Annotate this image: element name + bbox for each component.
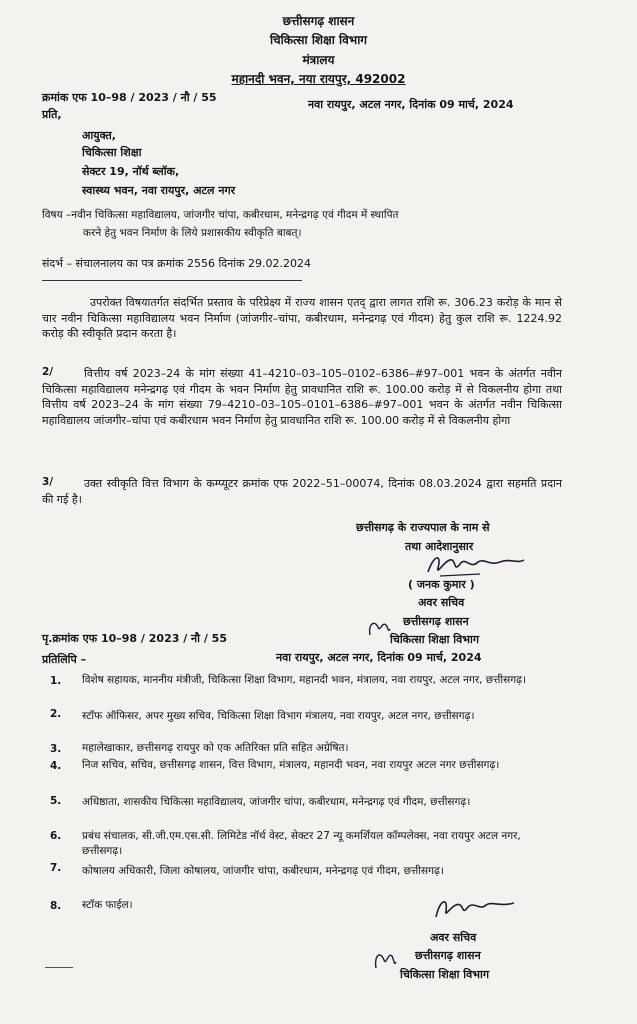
copy-item-number: 2. <box>50 708 62 720</box>
by-order-line1: छत्तीसगढ़ के राज्यपाल के नाम से <box>356 521 490 534</box>
addressee-line3: सेक्टर 19, नॉर्थ ब्लॉक, <box>82 165 180 178</box>
bottom-mark <box>45 967 73 968</box>
signatory-2-designation: अवर सचिव <box>430 931 477 944</box>
copy-item-text: स्टॉक फाईल। <box>82 899 133 911</box>
signatory-name: ( जनक कुमार ) <box>408 578 475 591</box>
signatory-govt: छत्तीसगढ़ शासन <box>403 615 469 628</box>
subject-line2: करने हेतु भवन निर्माण के लिये प्रशासकीय स्वीकृति बाबत्। <box>83 227 302 239</box>
copy-item-text: स्टॉफ ऑफिसर, अपर मुख्य सचिव, चिकित्सा शिक्षा विभाग मंत्रालय, नवा रायपुर, अटल नगर, छत्तीसगढ़। <box>82 710 475 722</box>
signatory-designation: अवर सचिव <box>418 596 465 609</box>
subject-line1: विषय –नवीन चिकित्सा महाविद्यालय, जांजगीर चांपा, कबीरधाम, मनेन्द्रगढ़ एवं गीदम में स्थापित <box>42 209 399 221</box>
signatory-2-govt: छत्तीसगढ़ शासन <box>415 949 481 962</box>
reference-underline <box>42 280 302 281</box>
paragraph-2: वित्तीय वर्ष 2023–24 के मांग संख्या 41–4210–03–105–0102–6386–#97–001 भवन के अंतर्गत नवीन चिकित्सा महाविद्यालय मनेन्द्रगढ़ एवं गीदम के भवन निर्माण हेतु प्रावधानित राशि रू. 100.00 करोड़ में से विकलनीय होगा तथा वित्तीय वर्ष 2023–24 के मांग संख्या 79–4210–03–105–0101–6386–#97–001 भवन के अंतर्गत नवीन चिकित्सा महाविद्यालय जांजगीर–चांपा एवं कबीरधाम भवन निर्माण हेतु प्रावधानित राशि रू. 100.00 करोड़ में से विकलनीय होगा <box>42 367 562 427</box>
header-dept: चिकित्सा शिक्षा विभाग <box>269 33 368 47</box>
header-address: महानदी भवन, नया रायपुर, 492002 <box>231 72 406 86</box>
initials-2 <box>372 948 398 972</box>
reference-line: संदर्भ – संचालनालय का पत्र क्रमांक 2556 दिनांक 29.02.2024 <box>42 257 312 270</box>
signature-1 <box>420 550 530 580</box>
paragraph-3-number: 3/ <box>42 476 54 488</box>
copy-item-text: महालेखाकार, छत्तीसगढ़ रायपुर को एक अतिरिक्त प्रति सहित अग्रेषित। <box>82 742 349 754</box>
copy-to-label: प्रतिलिपि – <box>42 653 87 666</box>
header-govt: छत्तीसगढ़ शासन <box>282 14 355 28</box>
endorsement-date: नवा रायपुर, अटल नगर, दिनांक 09 मार्च, 2024 <box>276 651 482 664</box>
endorsement-number: पृ.क्रमांक एफ 10–98 / 2023 / नौ / 55 <box>42 632 227 645</box>
signature-2 <box>430 893 520 923</box>
initials-1 <box>366 617 392 639</box>
addressee-line1: आयुक्त, <box>82 129 116 142</box>
copy-item-text: प्रबंध संचालक, सी.जी.एम.एस.सी. लिमिटेड नॉर्थ वेस्ट, सेक्टर 27 न्यू कमर्शियल कॉम्पलेक्स, नवा रायपुर अटल नगर, छत्तीसगढ़। <box>82 830 521 857</box>
by-order-line2: तथा आदेशानुसार <box>405 540 474 553</box>
copy-item-text: अधिष्ठाता, शासकीय चिकित्सा महाविद्यालय, जांजगीर चांपा, कबीरधाम, मनेन्द्रगढ़ एवं गीदम, छत्तीसगढ़। <box>82 796 471 808</box>
prati-label: प्रति, <box>42 108 62 121</box>
copy-item-number: 6. <box>50 830 62 842</box>
copy-item-number: 7. <box>50 862 62 874</box>
copy-item-text: विशेष सहायक, माननीय मंत्रीजी, चिकित्सा शिक्षा विभाग, महानदी भवन, मंत्रालय, नवा रायपुर, अटल नगर, छत्तीसगढ़। <box>82 674 527 686</box>
order-date: नवा रायपुर, अटल नगर, दिनांक 09 मार्च, 2024 <box>308 98 514 111</box>
copy-item-number: 4. <box>50 760 62 772</box>
copy-item-number: 1. <box>50 675 62 687</box>
paragraph-1: उपरोक्त विषयातर्गत संदर्भित प्रस्ताव के परिप्रेक्ष्य में राज्य शासन एतद् द्वारा लागत राशि रू. 306.23 करोड़ के मान से चार नवीन चिकित्सा महाविद्यालय भवन निर्माण (जांजगीर–चांपा, कबीरधाम, मनेन्द्रगढ़ एवं गीदम) हेतु कुल राशि रू. 1224.92 करोड़ की स्वीकृति प्रदान करता है। <box>42 296 562 340</box>
copy-item-text: कोषालय अधिकारी, जिला कोषालय, जांजगीर चांपा, कबीरधाम, मनेन्द्रगढ़ एवं गीदम, छत्तीसगढ़। <box>82 865 444 877</box>
order-number: क्रमांक एफ 10–98 / 2023 / नौ / 55 <box>42 91 217 104</box>
copy-item-number: 5. <box>50 795 62 807</box>
paragraph-3: उक्त स्वीकृति वित्त विभाग के कम्प्यूटर क्रमांक एफ 2022–51–00074, दिनांक 08.03.2024 द्वारा सहमति प्रदान की गई है। <box>42 477 562 506</box>
paragraph-2-number: 2/ <box>42 366 54 378</box>
addressee-line4: स्वास्थ्य भवन, नवा रायपुर, अटल नगर <box>82 184 236 197</box>
copy-item-text: निज सचिव, सचिव, छत्तीसगढ़ शासन, वित्त विभाग, मंत्रालय, महानदी भवन, नवा रायपुर अटल नगर छत्तीसगढ़। <box>82 759 500 771</box>
copy-item-number: 8. <box>50 900 62 912</box>
header-ministry: मंत्रालय <box>302 53 335 67</box>
signatory-2-dept: चिकित्सा शिक्षा विभाग <box>400 968 490 981</box>
signatory-dept: चिकित्सा शिक्षा विभाग <box>390 633 480 646</box>
addressee-line2: चिकित्सा शिक्षा <box>82 146 142 159</box>
copy-item-number: 3. <box>50 743 62 755</box>
